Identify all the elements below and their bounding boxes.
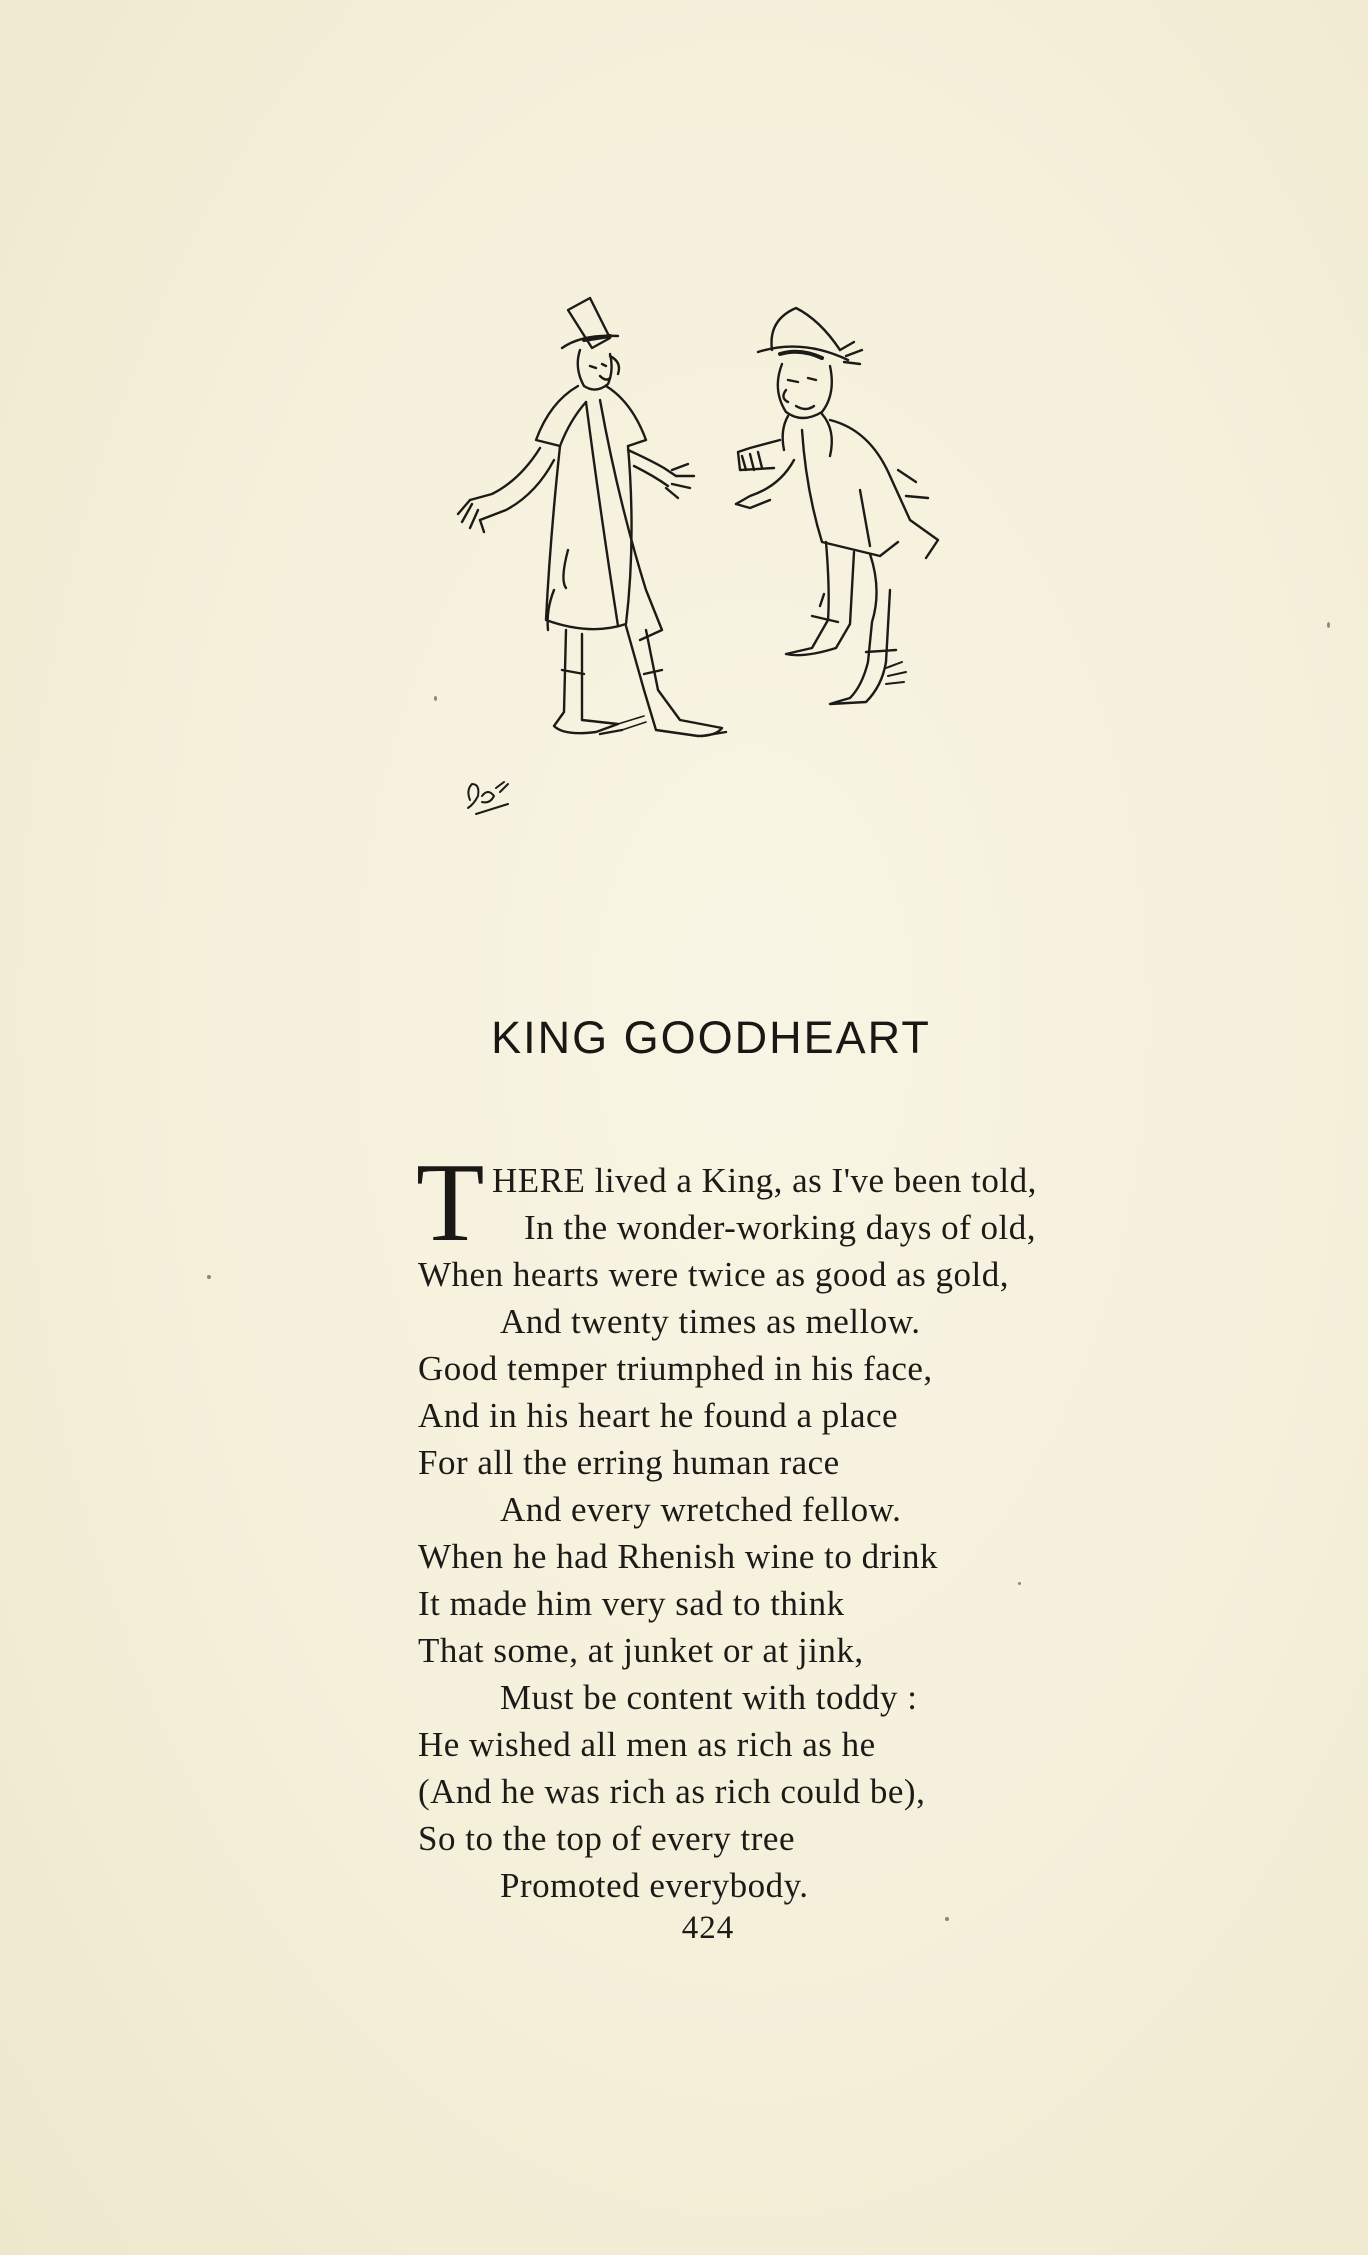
poem-line: And in his heart he found a place [418,1396,899,1435]
poem-line: He wished all men as rich as he [418,1725,876,1764]
paper-speck [207,1275,211,1279]
poem-line: When he had Rhenish wine to drink [418,1537,939,1576]
poem-line: Good temper triumphed in his face, [418,1349,933,1388]
poem-line: So to the top of every tree [418,1819,796,1858]
poem-line: Promoted everybody. [500,1866,809,1905]
paper-speck [945,1917,949,1921]
poem-body [416,1141,1238,1909]
illustration [450,290,1050,850]
poem-line: And every wretched fellow. [500,1490,902,1529]
page-number: 424 [681,1910,735,1946]
poem-line: When hearts were twice as good as gold, [418,1255,1009,1294]
drop-cap: T [416,1141,485,1265]
poem-line: For all the erring human race [418,1443,840,1482]
poem-title: KING GOODHEART [491,1012,931,1063]
artist-signature [468,782,508,814]
poem-line: That some, at junket or at jink, [418,1631,864,1670]
poem-line: It made him very sad to think [418,1584,845,1623]
poem-line: HERE lived a King, as I've been told, [492,1161,1037,1200]
paper-speck [434,696,437,701]
paper-speck [1327,622,1330,628]
poem-line: Must be content with toddy : [500,1678,918,1717]
paper-speck [1018,1582,1021,1585]
two-gentlemen-in-top-hats-icon [450,290,1050,850]
poem-line: (And he was rich as rich could be), [418,1772,926,1811]
poem-line: And twenty times as mellow. [500,1302,921,1341]
poem-line: In the wonder-working days of old, [524,1208,1037,1247]
